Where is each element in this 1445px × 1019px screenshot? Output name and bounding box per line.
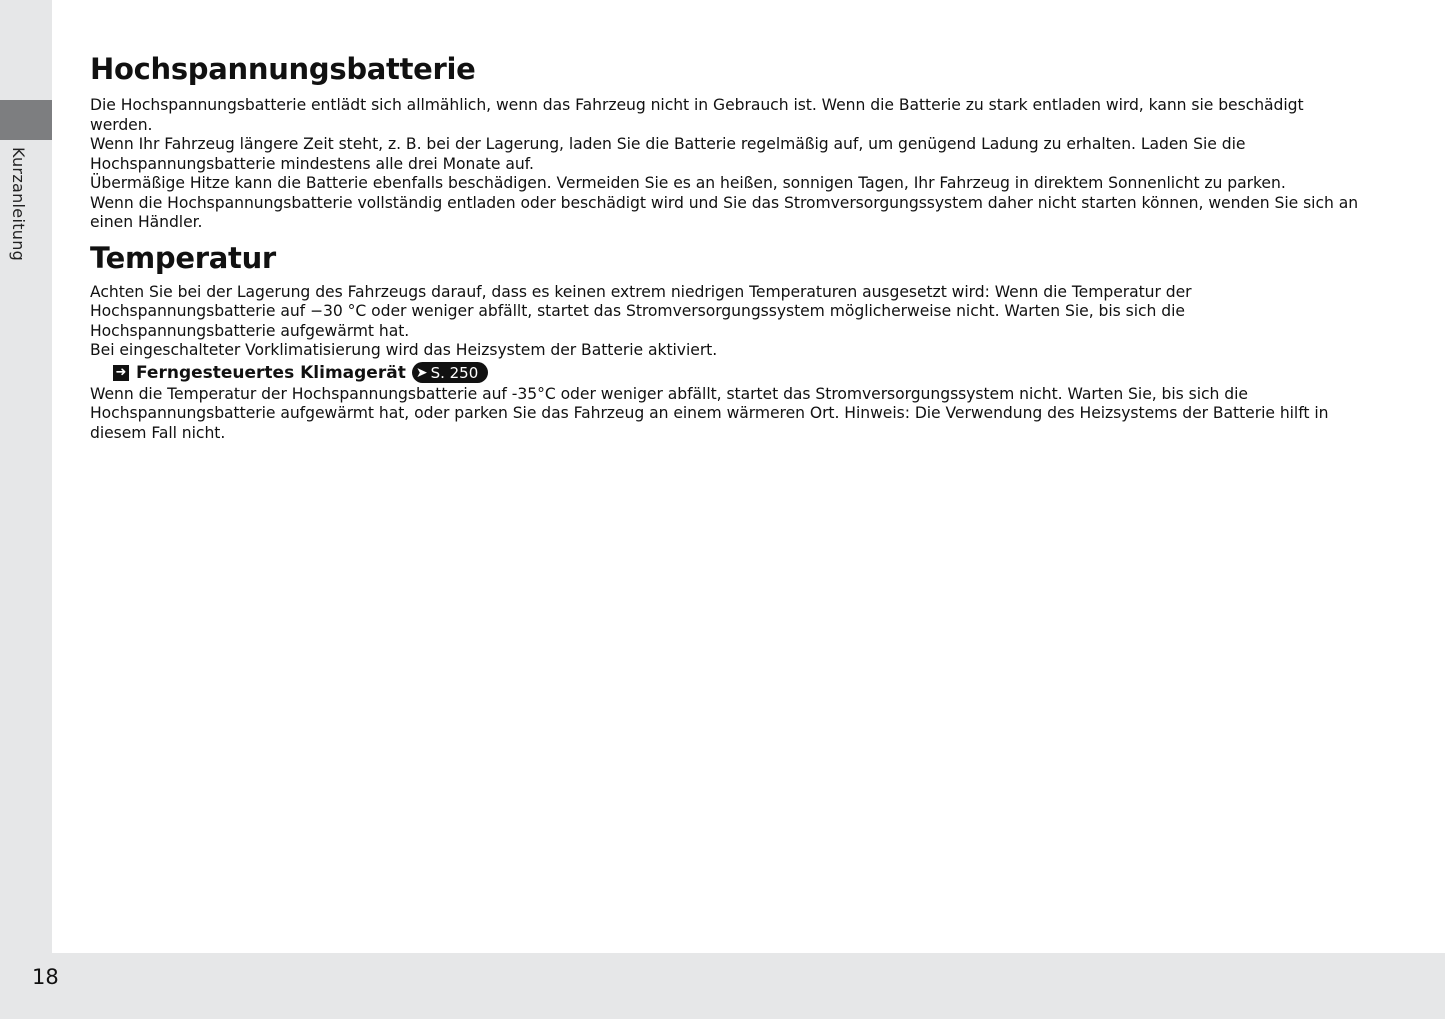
battery-paragraph: Wenn die Hochspannungsbatterie vollständig entladen oder beschädigt wird und Sie das Stromversorgungssystem daher nicht starten können, wenden Sie sich an einen Händler. — [90, 193, 1359, 231]
battery-paragraph: Wenn Ihr Fahrzeug längere Zeit steht, z. B. bei der Lagerung, laden Sie die Batterie regelmäßig auf, um genügend Ladung zu erhalten. Laden Sie die Hochspannungsbatterie mindestens alle drei Monate auf. — [90, 135, 1246, 173]
page-content — [90, 50, 1360, 443]
page-reference-badge[interactable] — [412, 362, 488, 383]
battery-paragraph: Übermäßige Hitze kann die Batterie ebenfalls beschädigen. Vermeiden Sie es an heißen, sonnigen Tagen, Ihr Fahrzeug in direktem Sonnenlicht zu parken. — [90, 174, 1286, 192]
battery-paragraph: Die Hochspannungsbatterie entlädt sich allmählich, wenn das Fahrzeug nicht in Gebrauch ist. Wenn die Batterie zu stark entladen wird, kann sie beschädigt werden. — [90, 96, 1304, 134]
chapter-tab-label: Kurzanleitung — [9, 147, 28, 262]
section-heading-temperature: Temperatur — [90, 240, 276, 275]
arrow-right-box-icon: ➜ — [113, 365, 129, 381]
chapter-tab-marker — [0, 100, 52, 140]
page-number: 18 — [32, 965, 59, 989]
section-heading-battery: Hochspannungsbatterie — [90, 52, 476, 86]
cross-reference-link[interactable] — [113, 361, 1360, 385]
cross-reference-label: Ferngesteuertes Klimagerät — [136, 362, 406, 383]
footer-strip — [0, 953, 1445, 1019]
page-arrow-icon: ➤ — [415, 364, 428, 381]
temperature-closing-paragraph: Wenn die Temperatur der Hochspannungsbatterie auf -35°C oder weniger abfällt, startet das Stromversorgungssystem nicht. Warten Sie, bis sich die Hochspannungsbatterie aufgewärmt hat, oder parken Sie das Fahrzeug an einem wärmeren Ort. Hinweis: Die Verwendung des Heizsystems der Batterie hilft in diesem Fall nicht. — [90, 384, 1329, 442]
temperature-paragraph: Achten Sie bei der Lagerung des Fahrzeugs darauf, dass es keinen extrem niedrigen Temperaturen ausgesetzt wird: Wenn die Temperatur der Hochspannungsbatterie auf −30 °C oder weniger abfällt, startet das Stromversorgungssystem möglicherweise nicht. Warten Sie, bis sich die Hochspannungsbatterie aufgewärmt hat. — [90, 282, 1192, 340]
page-reference-text: S. 250 — [430, 363, 479, 382]
temperature-paragraph: Bei eingeschalteter Vorklimatisierung wird das Heizsystem der Batterie aktiviert. — [90, 341, 718, 359]
